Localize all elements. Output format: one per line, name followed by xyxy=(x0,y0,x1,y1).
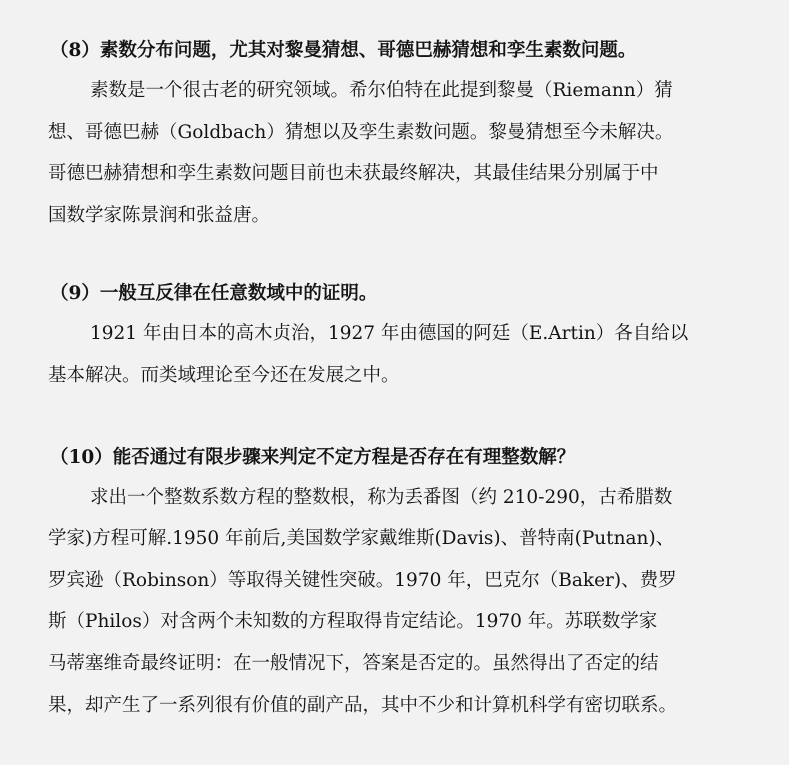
paragraph-line: 1921 年由日本的高木贞治，1927 年由德国的阿廷（E.Artin）各自给以 xyxy=(90,323,689,345)
paragraph-line: 基本解决。而类域理论至今还在发展之中。 xyxy=(48,364,400,386)
paragraph-line: 哥德巴赫猜想和孪生素数问题目前也未获最终解决，其最佳结果分别属于中 xyxy=(48,163,659,185)
paragraph-line: 求出一个整数系数方程的整数根，称为丢番图（约 210-290，古希腊数 xyxy=(90,486,673,508)
section-spacer xyxy=(48,236,759,283)
paragraph-line: 国数学家陈景润和张益唐。 xyxy=(48,204,271,226)
section-8 xyxy=(48,40,759,236)
section-spacer xyxy=(48,397,759,447)
section-10 xyxy=(48,447,759,727)
section-paragraph xyxy=(48,477,759,727)
section-paragraph xyxy=(48,313,759,396)
paragraph-line: 罗宾逊（Robinson）等取得关键性突破。1970 年，巴克尔（Baker)、费罗 xyxy=(48,569,677,591)
section-heading: （9）一般互反律在任意数域中的证明。 xyxy=(50,283,378,305)
paragraph-line: 果，却产生了一系列很有价值的副产品，其中不少和计算机科学有密切联系。 xyxy=(48,694,678,716)
paragraph-line: 学家)方程可解.1950 年前后,美国数学家戴维斯(Davis)、普特南(Putnan)、 xyxy=(48,528,675,550)
paragraph-line: 斯（Philos）对含两个未知数的方程取得肯定结论。1970 年。苏联数学家 xyxy=(48,611,658,633)
paragraph-line: 想、哥德巴赫（Goldbach）猜想以及孪生素数问题。黎曼猜想至今未解决。 xyxy=(48,121,674,143)
section-9 xyxy=(48,283,759,396)
paragraph-line: 素数是一个很古老的研究领域。希尔伯特在此提到黎曼（Riemann）猜 xyxy=(90,80,673,101)
section-heading: （8）素数分布问题，尤其对黎曼猜想、哥德巴赫猜想和孪生素数问题。 xyxy=(50,40,637,61)
section-paragraph xyxy=(48,70,759,236)
paragraph-line: 马蒂塞维奇最终证明：在一般情况下，答案是否定的。虽然得出了否定的结 xyxy=(48,652,659,674)
section-heading: （10）能否通过有限步骤来判定不定方程是否存在有理整数解？ xyxy=(50,446,576,468)
